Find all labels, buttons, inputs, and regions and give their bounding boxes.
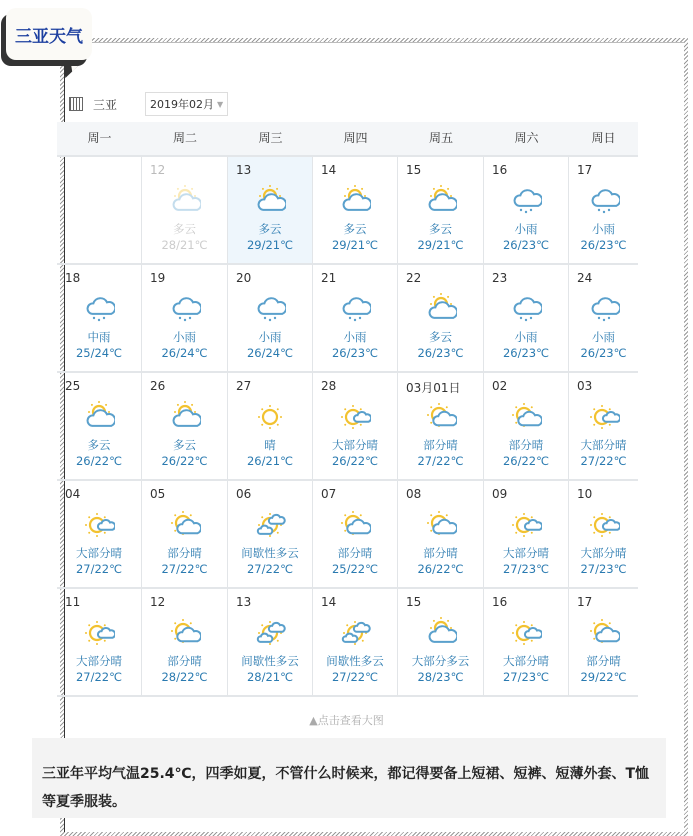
- day-number: 05: [150, 487, 166, 501]
- day-cell[interactable]: [313, 157, 398, 265]
- day-number: 06: [236, 487, 252, 501]
- temperature: 27/22℃: [161, 562, 208, 576]
- temperature: 27/22℃: [417, 454, 464, 468]
- partly-sunny-weather-icon: [425, 401, 457, 433]
- day-number: 24: [577, 271, 593, 285]
- day-cell[interactable]: [398, 373, 484, 481]
- weekday-header: [57, 122, 638, 157]
- cloudy-weather-icon: [254, 185, 286, 217]
- day-number: 22: [406, 271, 422, 285]
- image-caption[interactable]: ▲点击查看大图: [309, 714, 384, 727]
- temperature: 26/22℃: [331, 454, 379, 468]
- temperature: 26/23℃: [502, 238, 550, 252]
- temperature: 29/22℃: [580, 670, 627, 684]
- day-number: 09: [492, 487, 508, 501]
- weather-desc: 部分晴: [423, 546, 458, 560]
- day-cell[interactable]: [57, 589, 142, 697]
- day-number: 15: [406, 595, 422, 609]
- weather-desc: 小雨: [514, 330, 538, 344]
- rain-weather-icon: [510, 293, 542, 325]
- day-number: 12: [150, 595, 166, 609]
- day-cell[interactable]: [484, 589, 569, 697]
- partly-sunny-weather-icon: [169, 509, 201, 541]
- temperature: 29/21℃: [417, 238, 464, 252]
- day-cell[interactable]: [228, 373, 313, 481]
- weather-desc: 小雨: [173, 330, 196, 344]
- note-text: 三亚年平均气温25.4℃，四季如夏，不管什么时候来，都记得要备上短裙、短裤、短薄外套、T恤等夏季服装。: [42, 766, 650, 810]
- day-cell[interactable]: [57, 373, 142, 481]
- weather-desc: 大部分晴: [76, 654, 122, 668]
- temperature: 26/23℃: [502, 346, 550, 360]
- temperature: 26/22℃: [417, 562, 464, 576]
- day-cell[interactable]: [228, 157, 313, 265]
- temperature: 27/22℃: [246, 562, 294, 576]
- chevron-down-icon: ▼: [217, 99, 224, 109]
- weather-desc: 小雨: [343, 330, 367, 344]
- month-select[interactable]: 2019年02月 ▼: [145, 92, 228, 116]
- weather-desc: 部分晴: [508, 438, 544, 452]
- weather-desc: 多云: [429, 330, 452, 344]
- weather-desc: 部分晴: [423, 438, 458, 452]
- weather-desc: 大部分晴: [332, 438, 378, 452]
- day-cell[interactable]: [569, 265, 638, 373]
- day-number: 11: [65, 595, 81, 609]
- day-number: 27: [236, 379, 252, 393]
- weather-desc: 大部分多云: [411, 654, 470, 668]
- weekday-label: 周二: [172, 131, 197, 145]
- temperature: 26/22℃: [161, 454, 208, 468]
- day-cell[interactable]: [484, 481, 569, 589]
- day-number: 04: [65, 487, 81, 501]
- weather-desc: 间歇性多云: [241, 654, 299, 668]
- building-icon: [69, 97, 83, 111]
- day-cell[interactable]: [142, 481, 228, 589]
- day-number: 16: [492, 595, 508, 609]
- weekday-label: 周六: [514, 131, 539, 145]
- calendar-body: [57, 157, 638, 697]
- cloudy-weather-icon: [425, 185, 457, 217]
- temperature: 28/22℃: [161, 670, 208, 684]
- weather-desc: 多云: [429, 222, 452, 236]
- partly-sunny-weather-icon: [588, 617, 620, 649]
- day-number: 16: [492, 163, 508, 177]
- temperature: 27/23℃: [502, 670, 550, 684]
- day-number: 08: [406, 487, 422, 501]
- mostly-sunny-weather-icon: [588, 401, 620, 433]
- weather-desc: 大部分晴: [503, 654, 549, 668]
- weather-desc: 小雨: [514, 222, 538, 236]
- cloudy-weather-icon: [169, 401, 201, 433]
- day-number: 26: [150, 379, 166, 393]
- temperature: 26/23℃: [331, 346, 379, 360]
- day-number: 28: [321, 379, 337, 393]
- day-cell[interactable]: [228, 265, 313, 373]
- city-name: 三亚: [93, 97, 118, 112]
- temperature: 27/22℃: [75, 562, 123, 576]
- rain-weather-icon: [254, 293, 286, 325]
- day-cell[interactable]: [313, 481, 398, 589]
- mostly-sunny-weather-icon: [83, 509, 115, 541]
- title-badge: [6, 8, 92, 60]
- day-cell[interactable]: [142, 157, 228, 265]
- day-cell[interactable]: [398, 589, 484, 697]
- weather-calendar: [57, 122, 638, 697]
- temperature: 27/23℃: [502, 562, 550, 576]
- day-cell[interactable]: [484, 265, 569, 373]
- mostly-sunny-weather-icon: [339, 401, 371, 433]
- weather-desc: 晴: [264, 438, 276, 452]
- weather-desc: 部分晴: [337, 546, 373, 560]
- empty-cell: [57, 157, 142, 265]
- cloudy-weather-icon: [339, 185, 371, 217]
- day-number: 13: [236, 163, 252, 177]
- weather-desc: 多云: [258, 222, 282, 236]
- climate-note: [32, 738, 666, 818]
- day-cell[interactable]: [569, 157, 638, 265]
- rain-weather-icon: [588, 185, 620, 217]
- weekday-label: 周日: [591, 131, 616, 145]
- day-cell[interactable]: [569, 481, 638, 589]
- cloudy-weather-icon: [83, 401, 115, 433]
- day-cell[interactable]: [484, 373, 569, 481]
- day-cell[interactable]: [313, 265, 398, 373]
- rain-weather-icon: [83, 293, 115, 325]
- weather-desc: 大部分晴: [76, 546, 122, 560]
- weekday-label: 周四: [343, 131, 368, 145]
- partly-sunny-weather-icon: [169, 617, 201, 649]
- rain-weather-icon: [169, 293, 201, 325]
- weather-desc: 中雨: [87, 330, 111, 344]
- day-cell[interactable]: [228, 589, 313, 697]
- weather-desc: 间歇性多云: [241, 546, 299, 560]
- temperature: 26/22℃: [502, 454, 550, 468]
- temperature: 25/24℃: [75, 346, 123, 360]
- day-cell[interactable]: [484, 157, 569, 265]
- temperature: 29/21℃: [331, 238, 379, 252]
- partly-sunny-weather-icon: [510, 401, 542, 433]
- temperature: 28/23℃: [417, 670, 464, 684]
- intermittent-weather-icon: [254, 509, 286, 541]
- calendar-toolbar: [57, 88, 638, 120]
- mostly-sunny-weather-icon: [83, 617, 115, 649]
- day-cell[interactable]: [313, 589, 398, 697]
- intermittent-weather-icon: [339, 617, 371, 649]
- day-number: 19: [150, 271, 166, 285]
- day-cell[interactable]: [228, 481, 313, 589]
- weekday-label: 周三: [258, 131, 283, 145]
- day-cell[interactable]: [398, 265, 484, 373]
- temperature: 26/23℃: [580, 346, 627, 360]
- day-number: 10: [577, 487, 593, 501]
- day-cell[interactable]: [142, 373, 228, 481]
- weather-desc: 多云: [173, 222, 196, 236]
- temperature: 28/21℃: [161, 238, 208, 252]
- day-number: 03月01日: [406, 381, 461, 395]
- weather-desc: 间歇性多云: [326, 654, 384, 668]
- cloudy-weather-icon: [425, 617, 457, 649]
- weather-desc: 多云: [343, 222, 367, 236]
- cloudy-weather-icon: [425, 293, 457, 325]
- weather-desc: 多云: [173, 438, 196, 452]
- day-cell[interactable]: [57, 481, 142, 589]
- temperature: 27/22℃: [331, 670, 379, 684]
- temperature: 25/22℃: [331, 562, 379, 576]
- temperature: 27/23℃: [580, 562, 627, 576]
- temperature: 28/21℃: [246, 670, 294, 684]
- day-number: 17: [577, 595, 593, 609]
- temperature: 27/22℃: [580, 454, 627, 468]
- temperature: 26/23℃: [580, 238, 627, 252]
- day-number: 12: [150, 163, 166, 177]
- weekday-label: 周五: [428, 131, 453, 145]
- day-cell[interactable]: [57, 265, 142, 373]
- day-cell[interactable]: [569, 373, 638, 481]
- sunny-weather-icon: [254, 401, 286, 433]
- temperature: 26/24℃: [161, 346, 208, 360]
- day-cell[interactable]: [313, 373, 398, 481]
- day-cell[interactable]: [398, 157, 484, 265]
- weather-desc: 大部分晴: [580, 546, 627, 560]
- weekday-label: 周一: [87, 131, 112, 145]
- day-number: 15: [406, 163, 422, 177]
- weather-desc: 部分晴: [167, 654, 202, 668]
- day-number: 23: [492, 271, 508, 285]
- day-cell[interactable]: [569, 589, 638, 697]
- weather-desc: 大部分晴: [580, 438, 627, 452]
- day-number: 14: [321, 595, 337, 609]
- weather-desc: 部分晴: [586, 654, 621, 668]
- temperature: 26/22℃: [75, 454, 123, 468]
- weather-desc: 小雨: [592, 330, 615, 344]
- weather-desc: 小雨: [592, 222, 615, 236]
- day-number: 03: [577, 379, 593, 393]
- partly-sunny-weather-icon: [339, 509, 371, 541]
- temperature: 29/21℃: [246, 238, 294, 252]
- mostly-sunny-weather-icon: [588, 509, 620, 541]
- day-number: 02: [492, 379, 508, 393]
- temperature: 26/21℃: [246, 454, 294, 468]
- temperature: 26/23℃: [417, 346, 464, 360]
- day-number: 07: [321, 487, 337, 501]
- temperature: 26/24℃: [246, 346, 294, 360]
- rain-weather-icon: [339, 293, 371, 325]
- weather-desc: 多云: [87, 438, 111, 452]
- day-cell[interactable]: [398, 481, 484, 589]
- temperature: 27/22℃: [75, 670, 123, 684]
- partly-sunny-weather-icon: [425, 509, 457, 541]
- day-number: 20: [236, 271, 252, 285]
- day-number: 13: [236, 595, 252, 609]
- day-number: 25: [65, 379, 81, 393]
- weather-desc: 小雨: [258, 330, 282, 344]
- mostly-sunny-weather-icon: [510, 617, 542, 649]
- day-number: 18: [65, 271, 81, 285]
- weather-desc: 大部分晴: [503, 546, 549, 560]
- day-cell[interactable]: [142, 589, 228, 697]
- weather-desc: 部分晴: [167, 546, 202, 560]
- rain-weather-icon: [588, 293, 620, 325]
- cloudy-weather-icon: [169, 185, 201, 217]
- day-number: 17: [577, 163, 593, 177]
- day-number: 14: [321, 163, 337, 177]
- badge-text: 三亚天气: [15, 26, 83, 47]
- day-number: 21: [321, 271, 337, 285]
- mostly-sunny-weather-icon: [510, 509, 542, 541]
- intermittent-weather-icon: [254, 617, 286, 649]
- day-cell[interactable]: [142, 265, 228, 373]
- rain-weather-icon: [510, 185, 542, 217]
